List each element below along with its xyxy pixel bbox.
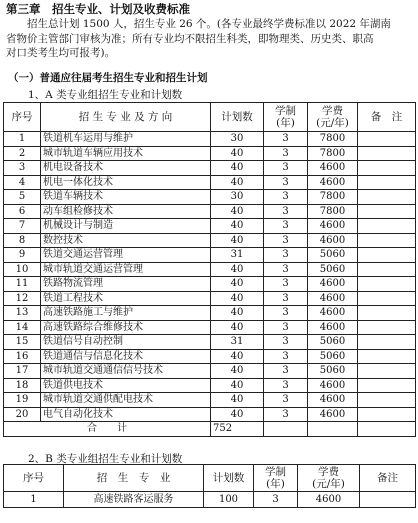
intro-line: 对口类考生均可报考)。: [6, 47, 116, 59]
cell-plan: 30: [211, 132, 264, 147]
cell-years: 3: [264, 262, 308, 277]
total-note: [358, 422, 416, 437]
cell-fee: 4600: [308, 291, 358, 306]
table-row: [4, 378, 416, 393]
cell-seq: 2: [4, 146, 41, 161]
header-years-top: 学制: [275, 105, 296, 117]
cell-plan: 40: [211, 277, 264, 292]
cell-plan: 40: [211, 306, 264, 321]
cell-years: 3: [264, 248, 308, 263]
cell-plan: 40: [211, 204, 264, 219]
cell-plan: 40: [211, 349, 264, 364]
cell-plan: 40: [211, 175, 264, 190]
cell-years: 3: [264, 132, 308, 147]
cell-years: 3: [264, 219, 308, 234]
cell-note: [358, 190, 416, 205]
table-a: [3, 102, 416, 437]
cell-seq: 3: [4, 161, 41, 176]
cell-note: [358, 277, 416, 292]
subsection-b-title: 2、B 类专业组招生专业和计划数: [28, 453, 183, 465]
table-row: [4, 262, 416, 277]
cell-major: 高速铁路综合维修技术: [41, 320, 211, 335]
cell-years: 3: [264, 204, 308, 219]
cell-note: [358, 393, 416, 408]
cell-major: 城市轨道车辆应用技术: [41, 146, 211, 161]
header-years: [264, 103, 308, 132]
cell-plan: 40: [211, 262, 264, 277]
cell-fee: 4600: [308, 393, 358, 408]
cell-plan: 40: [211, 364, 264, 379]
header-fee: [308, 103, 358, 132]
cell-major: 动车组检修技术: [41, 204, 211, 219]
header-fee-bottom: (元/年): [312, 478, 345, 490]
total-label: 合 计: [4, 422, 211, 437]
cell-note: [358, 262, 416, 277]
cell-plan: 31: [211, 335, 264, 350]
cell-seq: 18: [4, 378, 41, 393]
cell-seq: 20: [4, 407, 41, 422]
cell-fee: 4600: [308, 378, 358, 393]
cell-seq: 1: [4, 492, 64, 508]
table-row: [4, 204, 416, 219]
cell-fee: 4600: [308, 320, 358, 335]
intro-paragraph: [6, 17, 414, 61]
cell-seq: 6: [4, 204, 41, 219]
cell-major: 铁道工程技术: [41, 291, 211, 306]
cell-fee: 5060: [308, 335, 358, 350]
header-seq: 序号: [4, 465, 64, 492]
header-years-bottom: (年): [276, 117, 295, 129]
cell-years: 3: [264, 349, 308, 364]
table-row: [4, 161, 416, 176]
cell-fee: 4600: [308, 306, 358, 321]
cell-seq: 15: [4, 335, 41, 350]
table-row: [4, 190, 416, 205]
cell-years: 3: [264, 364, 308, 379]
table-a-total-row: [4, 422, 416, 437]
cell-years: 3: [264, 320, 308, 335]
cell-major: 铁道机车运用与维护: [41, 132, 211, 147]
cell-fee: 5060: [308, 364, 358, 379]
cell-fee: 5060: [308, 262, 358, 277]
cell-note: [358, 175, 416, 190]
cell-plan: 40: [211, 291, 264, 306]
cell-fee: 4600: [308, 407, 358, 422]
table-b: [3, 464, 416, 508]
cell-seq: 9: [4, 248, 41, 263]
table-b-header-row: [4, 465, 416, 492]
header-years-bottom: (年): [266, 478, 285, 490]
cell-major: 铁道通信与信息化技术: [41, 349, 211, 364]
table-row: [4, 146, 416, 161]
cell-fee: 7800: [308, 190, 358, 205]
header-fee: [298, 465, 360, 492]
cell-seq: 19: [4, 393, 41, 408]
cell-plan: 40: [211, 233, 264, 248]
cell-major: 高速铁路施工与维护: [41, 306, 211, 321]
header-major: 招 生 专 业: [64, 465, 204, 492]
cell-major: 电气自动化技术: [41, 407, 211, 422]
cell-note: [358, 335, 416, 350]
cell-note: [358, 248, 416, 263]
table-row: [4, 407, 416, 422]
header-major: 招 生 专 业 及 方 向: [41, 103, 211, 132]
cell-years: 3: [264, 393, 308, 408]
table-row: [4, 175, 416, 190]
cell-note: [358, 378, 416, 393]
total-years: [264, 422, 308, 437]
cell-seq: 11: [4, 277, 41, 292]
cell-major: 高速铁路客运服务: [64, 492, 204, 508]
cell-years: 3: [254, 492, 298, 508]
chapter-title: 第三章 招生专业、计划及收费标准: [6, 2, 190, 16]
cell-note: [358, 407, 416, 422]
cell-major: 城市轨道交通运营管理: [41, 262, 211, 277]
header-fee-top: 学费: [322, 105, 343, 117]
cell-years: 3: [264, 233, 308, 248]
cell-note: [358, 349, 416, 364]
header-plan: 计划数: [204, 465, 254, 492]
cell-note: [358, 132, 416, 147]
cell-seq: 4: [4, 175, 41, 190]
cell-years: 3: [264, 306, 308, 321]
cell-fee: 7800: [308, 146, 358, 161]
cell-plan: 40: [211, 219, 264, 234]
table-row: [4, 492, 416, 508]
cell-major: 机电一体化技术: [41, 175, 211, 190]
cell-seq: 12: [4, 291, 41, 306]
cell-note: [358, 161, 416, 176]
cell-fee: 4600: [298, 492, 360, 508]
table-row: [4, 132, 416, 147]
cell-fee: 5060: [308, 248, 358, 263]
cell-note: [360, 492, 416, 508]
cell-major: 铁路物流管理: [41, 277, 211, 292]
cell-seq: 1: [4, 132, 41, 147]
cell-plan: 30: [211, 190, 264, 205]
cell-fee: 5060: [308, 349, 358, 364]
table-a-header-row: [4, 103, 416, 132]
cell-plan: 40: [211, 393, 264, 408]
cell-major: 铁道交通运营管理: [41, 248, 211, 263]
table-row: [4, 320, 416, 335]
cell-years: 3: [264, 277, 308, 292]
cell-major: 铁道车辆技术: [41, 190, 211, 205]
total-plan: 752: [211, 422, 264, 437]
cell-note: [358, 291, 416, 306]
cell-note: [358, 146, 416, 161]
header-years: [254, 465, 298, 492]
total-fee: [308, 422, 358, 437]
cell-plan: 40: [211, 320, 264, 335]
cell-major: 数控技术: [41, 233, 211, 248]
cell-years: 3: [264, 378, 308, 393]
header-note: 备 注: [358, 103, 416, 132]
cell-seq: 14: [4, 320, 41, 335]
cell-seq: 13: [4, 306, 41, 321]
cell-years: 3: [264, 335, 308, 350]
cell-fee: 7800: [308, 132, 358, 147]
cell-fee: 4600: [308, 277, 358, 292]
cell-fee: 4600: [308, 233, 358, 248]
section-title: （一）普通应往届考生招生专业和招生计划: [8, 72, 208, 84]
cell-seq: 17: [4, 364, 41, 379]
cell-plan: 31: [211, 248, 264, 263]
intro-line: 省物价主管部门审核为准；所有专业均不限招生科类，即物理类、历史类、职高: [6, 32, 374, 45]
intro-line: 招生总计划 1500 人，招生专业 26 个。(各专业最终学费标准以 2022 年湖南: [6, 18, 391, 30]
cell-note: [358, 364, 416, 379]
cell-plan: 40: [211, 407, 264, 422]
cell-years: 3: [264, 407, 308, 422]
cell-major: 铁道信号自动控制: [41, 335, 211, 350]
cell-seq: 16: [4, 349, 41, 364]
cell-years: 3: [264, 175, 308, 190]
subsection-a-title: 1、A 类专业组招生专业和计划数: [28, 89, 183, 101]
cell-plan: 40: [211, 146, 264, 161]
cell-seq: 10: [4, 262, 41, 277]
cell-plan: 40: [211, 161, 264, 176]
cell-plan: 40: [211, 378, 264, 393]
cell-note: [358, 320, 416, 335]
cell-note: [358, 219, 416, 234]
cell-note: [358, 233, 416, 248]
table-row: [4, 277, 416, 292]
cell-seq: 5: [4, 190, 41, 205]
header-plan: 计划数: [211, 103, 264, 132]
cell-fee: 7800: [308, 204, 358, 219]
cell-major: 机电设备技术: [41, 161, 211, 176]
header-years-top: 学制: [265, 466, 286, 478]
cell-major: 铁道供电技术: [41, 378, 211, 393]
header-fee-top: 学费: [318, 466, 339, 478]
cell-years: 3: [264, 161, 308, 176]
cell-major: 城市轨道交通供配电技术: [41, 393, 211, 408]
cell-note: [358, 306, 416, 321]
cell-seq: 7: [4, 219, 41, 234]
table-row: [4, 393, 416, 408]
cell-fee: 4600: [308, 219, 358, 234]
cell-major: 机械设计与制造: [41, 219, 211, 234]
cell-years: 3: [264, 146, 308, 161]
header-fee-bottom: (元/年): [316, 117, 349, 129]
table-row: [4, 233, 416, 248]
cell-fee: 4600: [308, 161, 358, 176]
cell-years: 3: [264, 190, 308, 205]
cell-fee: 4600: [308, 175, 358, 190]
cell-note: [358, 204, 416, 219]
cell-major: 城市轨道交通通信信号技术: [41, 364, 211, 379]
table-row: [4, 364, 416, 379]
table-row: [4, 306, 416, 321]
table-row: [4, 248, 416, 263]
table-row: [4, 349, 416, 364]
cell-plan: 100: [204, 492, 254, 508]
cell-seq: 8: [4, 233, 41, 248]
table-row: [4, 335, 416, 350]
header-seq: 序号: [4, 103, 41, 132]
cell-years: 3: [264, 291, 308, 306]
table-row: [4, 291, 416, 306]
header-note: 备注: [360, 465, 416, 492]
table-row: [4, 219, 416, 234]
